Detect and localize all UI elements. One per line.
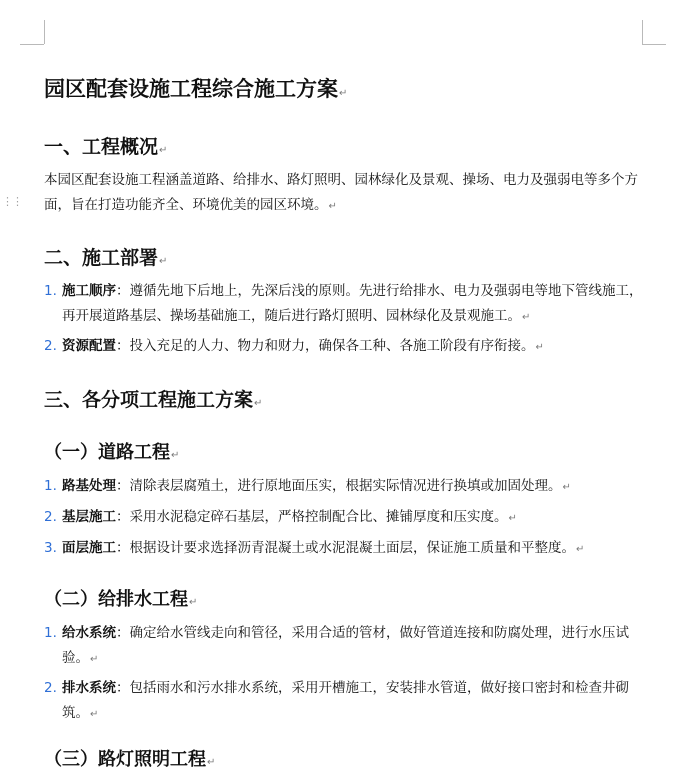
paragraph-mark: ↵ (328, 201, 337, 212)
list-number: 3. (44, 540, 57, 556)
subsection-heading-lighting[interactable]: （三）路灯照明工程↵ (44, 749, 216, 770)
list-item-label: 资源配置 (62, 338, 116, 354)
list-item[interactable] (44, 676, 644, 727)
paragraph-mark: ↵ (339, 88, 348, 99)
list-item-label: 基层施工 (62, 509, 116, 525)
list-item-label: 面层施工 (62, 540, 116, 556)
list-item-text: ：投入充足的人力、物力和财力，确保各工种、各施工阶段有序衔接。 (116, 338, 535, 354)
list-item-text: ：包括雨水和污水排水系统，采用开槽施工，安装排水管道，做好接口密封和检查井砌筑。 (62, 680, 629, 721)
paragraph-mark: ↵ (535, 342, 544, 353)
list-number: 2. (44, 509, 57, 525)
paragraph-mark: ↵ (90, 654, 99, 665)
list-item[interactable] (44, 334, 644, 360)
list-item[interactable] (44, 536, 644, 562)
section-heading-deployment[interactable]: 二、施工部署↵ (44, 247, 168, 269)
list-item[interactable] (44, 474, 644, 500)
list-item[interactable] (44, 279, 644, 330)
paragraph-mark: ↵ (189, 597, 198, 608)
paragraph-mark: ↵ (159, 145, 168, 156)
paragraph-mark: ↵ (171, 450, 180, 461)
paragraph-mark: ↵ (562, 482, 571, 493)
list-item[interactable] (44, 621, 644, 672)
section-heading-overview[interactable]: 一、工程概况↵ (44, 136, 168, 158)
paragraph-mark: ↵ (159, 256, 168, 267)
list-item-text: ：遵循先地下后地上，先深后浅的原则。先进行给排水、电力及强弱电等地下管线施工，再开展道路基层、操场基础施工，随后进行路灯照明、园林绿化及景观施工。 (62, 283, 643, 324)
list-item-label: 排水系统 (62, 680, 116, 696)
overview-paragraph[interactable]: 本园区配套设施工程涵盖道路、给排水、路灯照明、园林绿化及景观、操场、电力及强弱电等多个方面，旨在打造功能齐全、环境优美的园区环境。↵ (44, 172, 638, 213)
subsection-heading-water[interactable]: （二）给排水工程↵ (44, 589, 198, 610)
list-item-text: ：清除表层腐殖土，进行原地面压实，根据实际情况进行换填或加固处理。 (116, 478, 562, 494)
paragraph-mark: ↵ (508, 513, 517, 524)
paragraph-mark: ↵ (522, 312, 531, 323)
list-item-label: 给水系统 (62, 625, 116, 641)
list-item-label: 路基处理 (62, 478, 116, 494)
paragraph-mark: ↵ (576, 544, 585, 555)
list-number: 1. (44, 283, 57, 299)
drag-handle-icon[interactable]: ⋮⋮ (2, 195, 22, 208)
list-number: 2. (44, 680, 57, 696)
list-number: 2. (44, 338, 57, 354)
list-number: 1. (44, 625, 57, 641)
list-item-label: 施工顺序 (62, 283, 116, 299)
list-item-text: ：采用水泥稳定碎石基层，严格控制配合比、摊铺厚度和压实度。 (116, 509, 508, 525)
list-number: 1. (44, 478, 57, 494)
paragraph-mark: ↵ (207, 757, 216, 768)
list-item[interactable] (44, 505, 644, 531)
list-item-text: ：确定给水管线走向和管径，采用合适的管材，做好管道连接和防腐处理，进行水压试验。 (62, 625, 629, 666)
subsection-heading-road[interactable]: （一）道路工程↵ (44, 442, 180, 463)
list-item-text: ：根据设计要求选择沥青混凝土或水泥混凝土面层，保证施工质量和平整度。 (116, 540, 575, 556)
paragraph-mark: ↵ (254, 398, 263, 409)
document-title[interactable]: 园区配套设施工程综合施工方案↵ (44, 77, 348, 101)
paragraph-mark: ↵ (90, 709, 99, 720)
section-heading-subprojects[interactable]: 三、各分项工程施工方案↵ (44, 389, 263, 411)
